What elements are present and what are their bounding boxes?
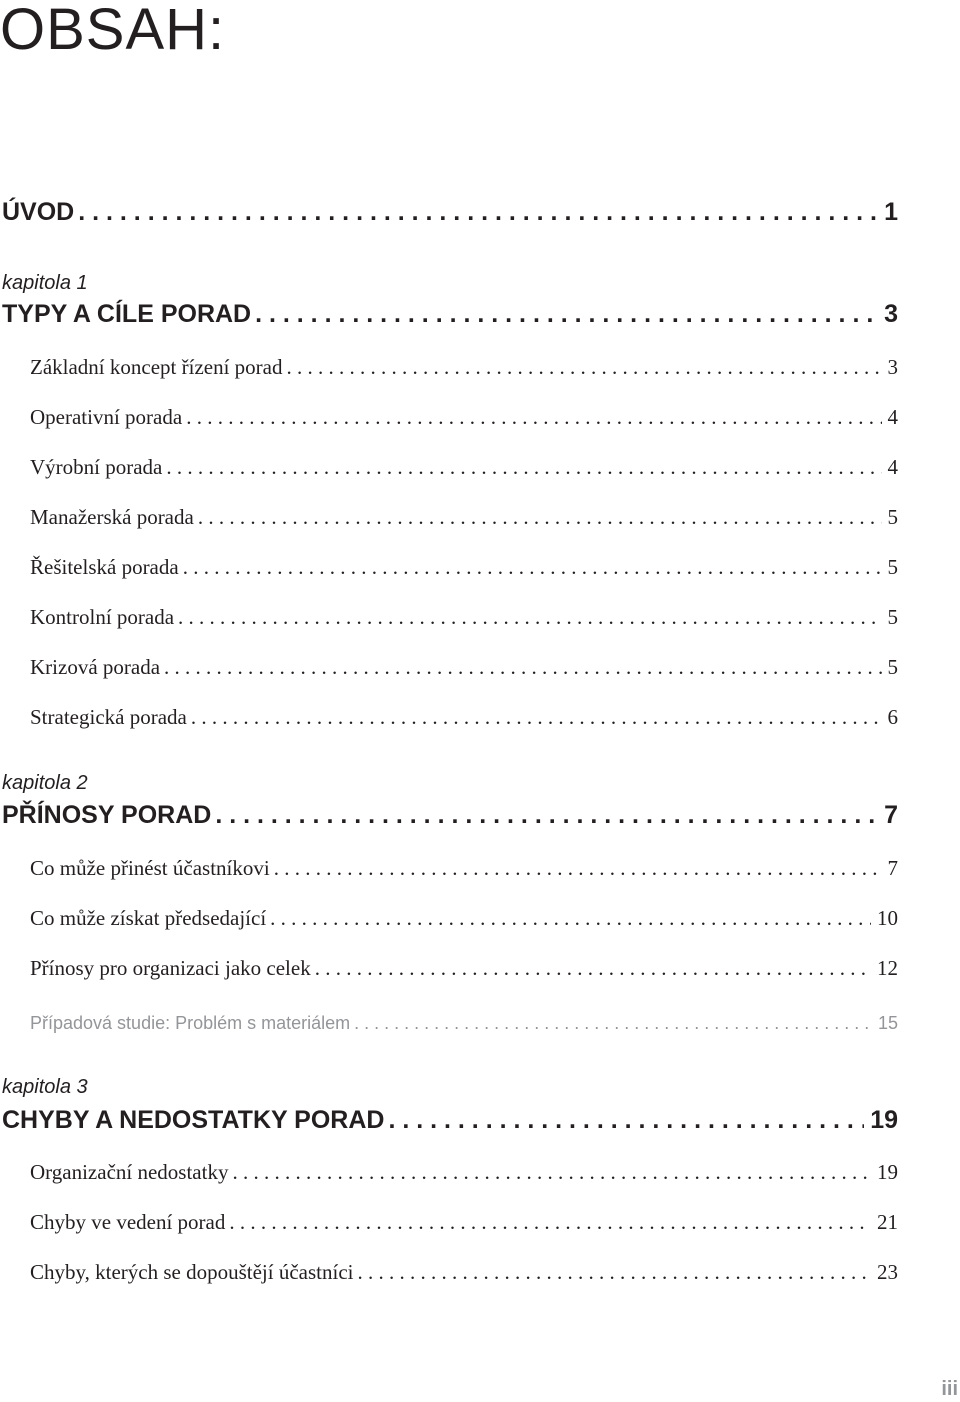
- toc-entry-title: PŘÍNOSY PORAD: [2, 801, 212, 829]
- dot-leader: [358, 1260, 872, 1285]
- chapter-label: kapitola 2: [2, 772, 88, 794]
- chapter-label: kapitola 1: [2, 272, 88, 294]
- dot-leader: [274, 856, 882, 881]
- toc-entry-title: Přínosy pro organizaci jako celek: [30, 956, 311, 980]
- toc-entry-section[interactable]: [30, 1260, 898, 1285]
- dot-leader: [191, 705, 882, 730]
- toc-entry-title: Krizová porada: [30, 655, 161, 679]
- dot-leader: [388, 1106, 864, 1135]
- toc-entry-section[interactable]: [30, 555, 898, 580]
- dot-leader: [229, 1210, 871, 1235]
- toc-entry-page: 7: [887, 856, 898, 880]
- toc-entry-page: 4: [887, 455, 898, 479]
- toc-entry-section[interactable]: [30, 505, 898, 530]
- toc-entry-page: 5: [887, 655, 898, 679]
- chapter-label: kapitola 3: [2, 1076, 88, 1098]
- toc-entry-page: 19: [877, 1160, 898, 1184]
- dot-leader: [78, 198, 878, 227]
- toc-entry-page: 5: [887, 555, 898, 579]
- dot-leader: [166, 455, 881, 480]
- dot-leader: [215, 801, 878, 830]
- toc-entry-section[interactable]: [30, 956, 898, 981]
- toc-entry-title: CHYBY A NEDOSTATKY PORAD: [2, 1106, 385, 1134]
- page-number: iii: [941, 1378, 958, 1400]
- dot-leader: [178, 605, 881, 630]
- dot-leader: [270, 906, 871, 931]
- toc-entry-page: 23: [877, 1260, 898, 1284]
- toc-entry-page: 1: [884, 198, 898, 226]
- toc-entry-page: 15: [877, 1013, 898, 1033]
- toc-entry-chapter-3[interactable]: [2, 1106, 898, 1135]
- dot-leader: [354, 1013, 872, 1034]
- toc-entry-page: 19: [870, 1106, 898, 1134]
- toc-entry-title: Manažerská porada: [30, 505, 194, 529]
- toc-entry-title: Řešitelská porada: [30, 555, 179, 579]
- toc-entry-case-study[interactable]: [30, 1013, 898, 1034]
- dot-leader: [183, 555, 882, 580]
- dot-leader: [255, 300, 878, 329]
- toc-entry-page: 5: [887, 505, 898, 529]
- toc-entry-section[interactable]: [30, 1160, 898, 1185]
- toc-entry-section[interactable]: [30, 355, 898, 380]
- toc-entry-section[interactable]: [30, 856, 898, 881]
- toc-entry-title: Organizační nedostatky: [30, 1160, 229, 1184]
- toc-entry-title: Co může získat předsedající: [30, 906, 267, 930]
- toc-entry-page: 3: [884, 300, 898, 328]
- toc-entry-intro[interactable]: [2, 198, 898, 227]
- toc-entry-page: 5: [887, 605, 898, 629]
- dot-leader: [286, 355, 881, 380]
- dot-leader: [315, 956, 871, 981]
- dot-leader: [186, 405, 881, 430]
- toc-entry-section[interactable]: [30, 1210, 898, 1235]
- toc-entry-section[interactable]: [30, 405, 898, 430]
- toc-entry-section[interactable]: [30, 605, 898, 630]
- toc-entry-chapter-1[interactable]: [2, 300, 898, 329]
- toc-entry-section[interactable]: [30, 655, 898, 680]
- toc-entry-page: 21: [877, 1210, 898, 1234]
- toc-entry-section[interactable]: [30, 705, 898, 730]
- toc-entry-title: ÚVOD: [2, 198, 75, 226]
- toc-entry-section[interactable]: [30, 906, 898, 931]
- toc-entry-title: Co může přinést účastníkovi: [30, 856, 270, 880]
- toc-entry-title: Základní koncept řízení porad: [30, 355, 283, 379]
- toc-entry-title: Kontrolní porada: [30, 605, 175, 629]
- toc-entry-title: Výrobní porada: [30, 455, 163, 479]
- toc-entry-page: 12: [877, 956, 898, 980]
- toc-entry-title: Chyby, kterých se dopouštějí účastníci: [30, 1260, 354, 1284]
- toc-entry-title: Strategická porada: [30, 705, 187, 729]
- toc-entry-page: 7: [884, 801, 898, 829]
- toc-entry-title: Operativní porada: [30, 405, 183, 429]
- toc-entry-page: 10: [877, 906, 898, 930]
- toc-entry-title: Chyby ve vedení porad: [30, 1210, 226, 1234]
- toc-entry-section[interactable]: [30, 455, 898, 480]
- toc-entry-title: TYPY A CÍLE PORAD: [2, 300, 252, 328]
- toc-entry-page: 4: [887, 405, 898, 429]
- toc-entry-chapter-2[interactable]: [2, 801, 898, 830]
- dot-leader: [164, 655, 881, 680]
- page-title: OBSAH:: [0, 0, 226, 62]
- toc-entry-title: Případová studie: Problém s materiálem: [30, 1013, 351, 1033]
- dot-leader: [232, 1160, 871, 1185]
- toc-entry-page: 6: [887, 705, 898, 729]
- toc-entry-page: 3: [887, 355, 898, 379]
- dot-leader: [198, 505, 882, 530]
